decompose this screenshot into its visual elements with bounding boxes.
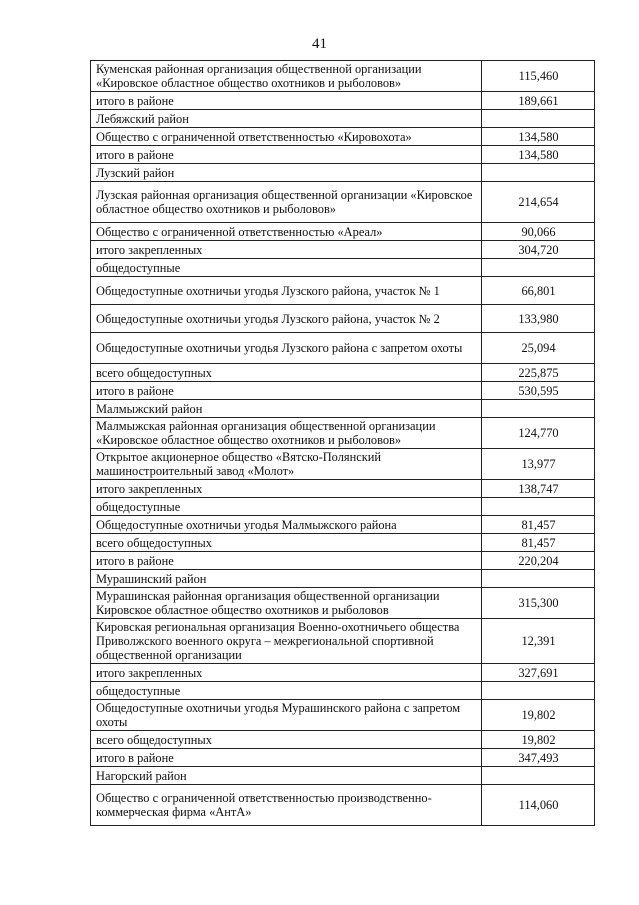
table-row [91,664,595,682]
table-row [91,418,595,449]
table-row [91,364,595,382]
table-row [91,552,595,570]
row-value-cell: 134,580 [482,128,595,146]
row-value-cell [482,498,595,516]
row-name-cell: общедоступные [91,682,482,700]
row-name-cell: Малмыжский район [91,400,482,418]
table-row [91,164,595,182]
table-row [91,305,595,333]
table-row [91,700,595,731]
row-name-cell: Нагорский район [91,767,482,785]
row-value-cell: 12,391 [482,619,595,664]
row-value-cell: 304,720 [482,241,595,259]
table-row [91,259,595,277]
table-row [91,61,595,92]
row-value-cell: 115,460 [482,61,595,92]
table-row [91,146,595,164]
table-row [91,92,595,110]
table-row [91,480,595,498]
row-name-cell: итого в районе [91,552,482,570]
row-name-cell: итого в районе [91,749,482,767]
table-row [91,241,595,259]
row-value-cell: 138,747 [482,480,595,498]
row-name-cell: Лузская районная организация общественной организации «Кировское областное общество охотников и рыболовов» [91,182,482,223]
row-name-cell: всего общедоступных [91,731,482,749]
page-number: 41 [312,36,327,52]
row-name-cell: Кировская региональная организация Военно-охотничьего общества Приволжского военного округа – межрегиональной спортивной общественной организации [91,619,482,664]
table-row [91,534,595,552]
row-name-cell: общедоступные [91,498,482,516]
row-name-cell: Куменская районная организация общественной организации «Кировское областное общество охотников и рыболовов» [91,61,482,92]
row-value-cell [482,767,595,785]
row-value-cell [482,570,595,588]
table-row [91,785,595,826]
table-row [91,449,595,480]
row-value-cell [482,682,595,700]
table-row [91,400,595,418]
row-value-cell: 114,060 [482,785,595,826]
table-row [91,570,595,588]
row-name-cell: итого в районе [91,382,482,400]
row-value-cell: 25,094 [482,333,595,364]
table-row [91,682,595,700]
row-name-cell: Лебяжский район [91,110,482,128]
table-row [91,223,595,241]
hunting-grounds-table [90,60,595,826]
row-name-cell: Общество с ограниченной ответственностью «Ареал» [91,223,482,241]
table-row [91,277,595,305]
table-row [91,182,595,223]
row-name-cell: общедоступные [91,259,482,277]
table-row [91,382,595,400]
row-name-cell: итого в районе [91,92,482,110]
row-name-cell: итого закрепленных [91,480,482,498]
row-value-cell: 530,595 [482,382,595,400]
row-value-cell: 220,204 [482,552,595,570]
table-body [91,61,595,826]
table-row [91,516,595,534]
table-row [91,588,595,619]
row-name-cell: итого закрепленных [91,664,482,682]
table-row [91,619,595,664]
row-name-cell: Мурашинская районная организация общественной организации Кировское областное общество охотников и рыболовов [91,588,482,619]
table-row [91,749,595,767]
row-value-cell: 19,802 [482,731,595,749]
row-value-cell: 13,977 [482,449,595,480]
row-value-cell: 315,300 [482,588,595,619]
row-value-cell [482,400,595,418]
row-name-cell: Открытое акционерное общество «Вятско-Полянский машиностроительный завод «Молот» [91,449,482,480]
row-value-cell: 347,493 [482,749,595,767]
row-name-cell: Общество с ограниченной ответственностью «Кировохота» [91,128,482,146]
table-row [91,731,595,749]
row-value-cell: 225,875 [482,364,595,382]
row-name-cell: итого закрепленных [91,241,482,259]
row-name-cell: Общедоступные охотничьи угодья Лузского района с запретом охоты [91,333,482,364]
row-value-cell: 66,801 [482,277,595,305]
row-name-cell: Мурашинский район [91,570,482,588]
row-value-cell: 133,980 [482,305,595,333]
table-row [91,110,595,128]
row-value-cell: 124,770 [482,418,595,449]
row-value-cell: 327,691 [482,664,595,682]
row-value-cell: 214,654 [482,182,595,223]
row-value-cell [482,110,595,128]
row-value-cell: 19,802 [482,700,595,731]
row-name-cell: Общедоступные охотничьи угодья Лузского района, участок № 2 [91,305,482,333]
row-name-cell: всего общедоступных [91,534,482,552]
row-name-cell: Общедоступные охотничьи угодья Малмыжского района [91,516,482,534]
row-name-cell: итого в районе [91,146,482,164]
row-value-cell [482,259,595,277]
row-value-cell: 189,661 [482,92,595,110]
table-row [91,128,595,146]
table-row [91,767,595,785]
table-row [91,333,595,364]
row-name-cell: всего общедоступных [91,364,482,382]
row-value-cell: 81,457 [482,534,595,552]
row-name-cell: Лузский район [91,164,482,182]
table-row [91,498,595,516]
row-name-cell: Малмыжская районная организация общественной организации «Кировское областное общество охотников и рыболовов» [91,418,482,449]
row-value-cell: 81,457 [482,516,595,534]
row-value-cell: 134,580 [482,146,595,164]
row-value-cell: 90,066 [482,223,595,241]
row-name-cell: Общедоступные охотничьи угодья Мурашинского района с запретом охоты [91,700,482,731]
row-name-cell: Общедоступные охотничьи угодья Лузского района, участок № 1 [91,277,482,305]
row-value-cell [482,164,595,182]
row-name-cell: Общество с ограниченной ответственностью производственно-коммерческая фирма «АнтА» [91,785,482,826]
